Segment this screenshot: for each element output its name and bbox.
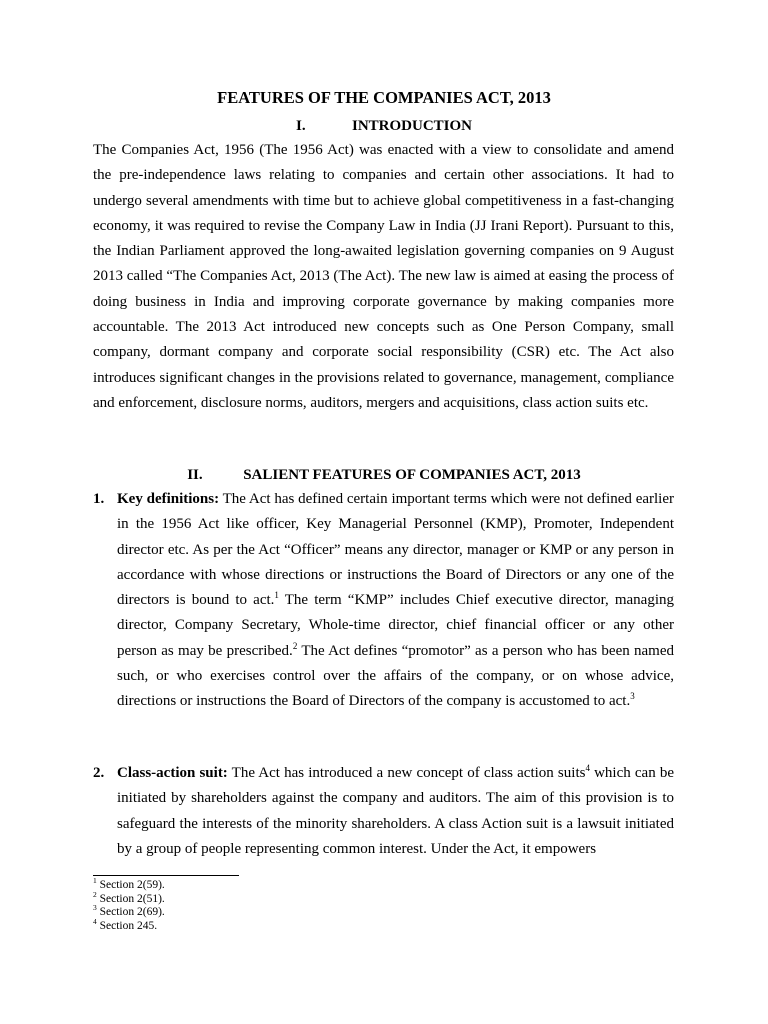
footnote-ref[interactable]: 3 <box>630 691 635 702</box>
footnote-ref[interactable]: 2 <box>292 640 298 651</box>
document-title: FEATURES OF THE COMPANIES ACT, 2013 <box>217 88 551 107</box>
section-number: I. <box>295 118 306 134</box>
item-text: The Act defines “promotor” as a person who has been named such, or who exercises control over the affairs of the company, or on whose advice, directions or instructions the Board of Directors of the company is accustomed to act. <box>117 642 674 710</box>
item-text: which can be initiated by shareholders against the company and auditors. The aim of this provision is to safeguard the interests of the minority shareholders. A class Action suit is a lawsuit initiated by a group of people representing common interest. Under the Act, it empowers <box>117 765 674 857</box>
section-heading-salient-features <box>0 465 768 485</box>
footnote-text: Section 2(51). <box>99 892 165 905</box>
footnote-ref[interactable]: 4 <box>585 763 590 773</box>
list-item-key-definitions <box>117 487 674 715</box>
section-title: INTRODUCTION <box>351 118 472 134</box>
footnote-text: Section 245. <box>99 919 158 932</box>
footnote-mark: 4 <box>93 916 97 926</box>
footnote-mark: 2 <box>93 889 97 899</box>
footnote-mark: 3 <box>93 903 97 913</box>
footnote <box>93 889 165 907</box>
footnote <box>93 916 165 934</box>
footnote <box>93 903 165 920</box>
footnote-text: Section 2(59). <box>99 879 165 891</box>
section-number: II. <box>187 467 203 483</box>
section-title: SALIENT FEATURES OF COMPANIES ACT, 2013 <box>243 467 581 483</box>
footnote-ref[interactable]: 1 <box>274 590 279 601</box>
footnote <box>93 876 165 893</box>
item-label: Class-action suit: <box>117 765 228 781</box>
item-text: The term “KMP” includes Chief executive director, managing director, Company Secretary, Whole-time director, chief financial officer or any other person as may be prescribed. <box>117 592 674 659</box>
item-text: The Act has introduced a new concept of class action suits <box>227 765 586 781</box>
section-heading-introduction <box>0 116 768 136</box>
intro-paragraph: The Companies Act, 1956 (The 1956 Act) was enacted with a view to consolidate and amend the pre-independence laws relating to companies and certain other associations. It had to undergo several amendments with time but to achieve global competitiveness in a fast-changing economy, it was required to revise the Company Law in India (JJ Irani Report). Pursuant to this, the Indian Parliament approved the long-awaited legislation governing companies on 9 August 2013 called “The Companies Act, 2013 (The Act). The new law is aimed at easing the process of doing business in India and improving corporate governance by making companies more accountable. The 2013 Act introduced new concepts such as One Person Company, small company, dormant company and corporate social responsibility (CSR) etc. The Act also introduces significant changes in the provisions related to governance, management, compliance and enforcement, disclosure norms, auditors, mergers and acquisitions, class action suits etc. <box>93 142 674 411</box>
list-item-number: 1. <box>93 491 105 507</box>
footnote-text: Section 2(69). <box>99 906 165 918</box>
list-item-class-action-suit <box>117 761 674 862</box>
item-text: The Act has defined certain important terms which were not defined earlier in the 1956 Act like officer, Key Managerial Personnel (KMP), Promoter, Independent director etc. As per the Act “Officer” means any director, manager or KMP or any person in accordance with whose directions or instructions the Board of Directors or any one of the directors is bound to act. <box>117 491 674 609</box>
list-item-number: 2. <box>93 765 105 781</box>
footnote-separator <box>93 875 239 876</box>
item-label: Key definitions: <box>117 491 220 507</box>
footnote-mark: 1 <box>93 876 97 886</box>
footnotes <box>93 876 165 933</box>
